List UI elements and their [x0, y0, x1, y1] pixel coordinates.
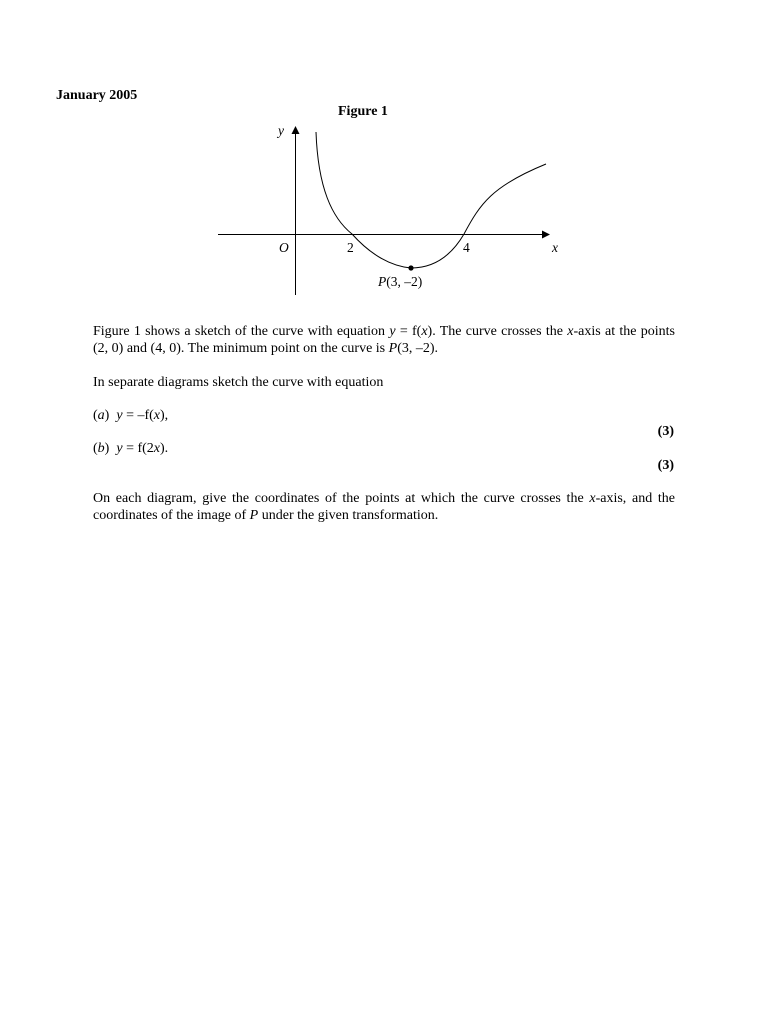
- intro-eq-x: x: [421, 324, 428, 339]
- intro-p-var: P: [388, 341, 398, 356]
- part-a-eq-x: x: [153, 408, 161, 423]
- part-a-letter: a: [97, 408, 105, 423]
- part-a-marks: (3): [657, 424, 674, 439]
- y-axis-label: y: [278, 123, 284, 138]
- part-a-eq-mid: = –f(: [122, 408, 154, 423]
- part-a-label-close: ): [104, 408, 110, 423]
- closing-text-3: under the given transformation.: [258, 508, 439, 523]
- part-b-eq-y: y: [116, 441, 123, 456]
- part-a-eq-y: y: [116, 408, 123, 423]
- part-a-eq-end: ),: [160, 408, 169, 423]
- intro-axis-var: x: [567, 324, 574, 339]
- closing-axis-var: x: [589, 491, 596, 506]
- part-b-eq-end: ).: [160, 441, 169, 456]
- part-a: [93, 407, 168, 424]
- intro-text-3: (3, –2).: [397, 341, 439, 356]
- intro-text-2: -axis at the points (2, 0) and (4, 0). The minimum point on the curve is: [93, 324, 675, 356]
- intro-eq-mid: = f(: [395, 324, 422, 339]
- closing-p-var: P: [249, 508, 259, 523]
- minimum-point-marker: [408, 265, 413, 270]
- part-a-label-open: (: [93, 408, 98, 423]
- part-b-label-close: ): [104, 441, 110, 456]
- closing-text-2: -axis, and the coordinates of the image of: [93, 491, 676, 523]
- tick-label-4: 4: [463, 240, 470, 255]
- question-intro: [93, 323, 675, 357]
- part-b-marks: (3): [657, 458, 674, 473]
- intro-eq-end: ). The curve crosses the: [427, 324, 568, 339]
- x-axis-label: x: [552, 240, 558, 255]
- closing-text-1: On each diagram, give the coordinates of the points at which the curve crosses the: [93, 491, 590, 506]
- question-closing: [93, 490, 675, 524]
- point-p-coords: (3, –2): [386, 274, 423, 289]
- part-b: [93, 440, 168, 457]
- question-instruction: In separate diagrams sketch the curve with equation: [93, 375, 384, 390]
- figure-title: Figure 1: [338, 104, 388, 119]
- part-b-eq-mid: = f(2: [122, 441, 154, 456]
- curve-sketch-svg: [210, 118, 570, 303]
- intro-text-1: Figure 1 shows a sketch of the curve with equation: [93, 324, 390, 339]
- part-b-eq-x: x: [153, 441, 161, 456]
- origin-label: O: [279, 240, 289, 255]
- paper-date: January 2005: [56, 88, 138, 103]
- point-p-label: [377, 274, 422, 289]
- part-b-label-open: (: [93, 441, 98, 456]
- figure-1-sketch: [210, 118, 570, 303]
- tick-label-2: 2: [347, 240, 354, 255]
- point-p-var: P: [378, 274, 387, 289]
- intro-eq-y: y: [389, 324, 396, 339]
- part-b-letter: b: [97, 441, 105, 456]
